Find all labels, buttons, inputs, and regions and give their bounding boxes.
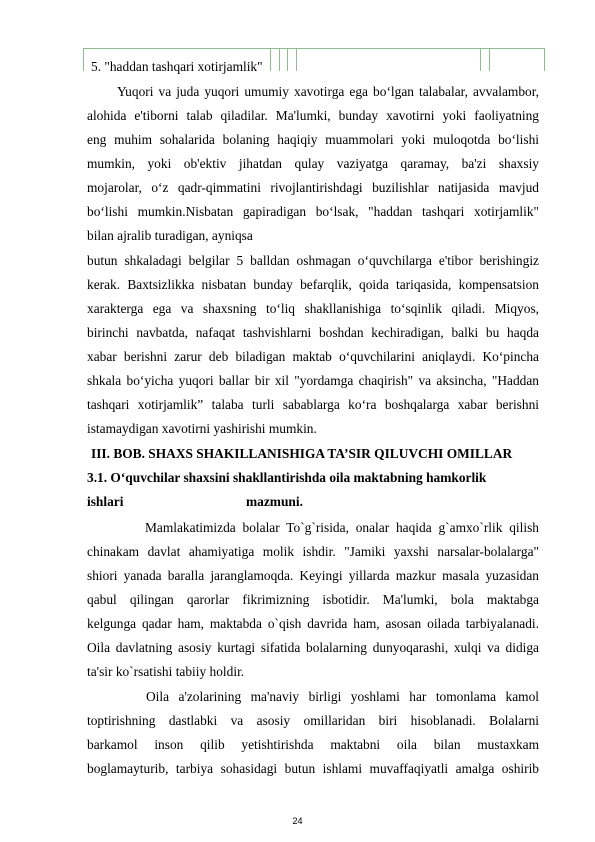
paragraph-line: qabul qilingan qarorlar fikrimizning isbotidir. Ma'lumki, bola maktabga [87, 592, 539, 607]
paragraph-line: istamaydigan xavotirni yashirishi mumkin. [87, 421, 317, 436]
paragraph-line: tashqari xotirjamlik” talaba turli sabablarga ko‘ra boshqalarga xabar berishni [87, 397, 539, 412]
paragraph-line: Mamlakatimizda bolalar To`g`risida, onalar haqida g`amxo`rlik qilish [145, 520, 539, 535]
paragraph-line: birinchi navbatda, nafaqat tashvishlarni boshdan kechiradigan, balki bu haqda [87, 325, 539, 340]
paragraph-line: bilan ajralib turadigan, ayniqsa [87, 228, 253, 243]
paragraph-line: mojarolar, o‘z qadr-qimmatini rivojlantirishdagi buzilishlar natijasida mavjud [87, 180, 539, 195]
paragraph-line: Oila davlatning asosiy kurtagi sifatida bolalarning dunyoqarashi, xulqi va didiga [87, 640, 539, 655]
paragraph-line: mumkin, yoki ob'ektiv jihatdan qulay vaziyatga qaramay, ba'zi shaxsiy [87, 156, 539, 171]
paragraph-line: shkala bo‘yicha yuqori ballar bir xil "yordamga chaqirish" va aksincha, "Haddan [87, 373, 539, 388]
section-heading-continuation: ishlari [87, 494, 124, 509]
section-heading: 3.1. O‘quvchilar shaxsini shakllantirishda oila maktabning hamkorlik [87, 470, 487, 485]
paragraph-line: toptirishning dastlabki va asosiy omillaridan biri hisoblanadi. Bolalarni [87, 713, 539, 728]
paragraph-line: boglamayturib, tarbiya sohasidagi butun ishlami muvaffaqiyatli amalga oshirib [87, 761, 539, 776]
paragraph-line: alohida e'tiborni talab qiladilar. Ma'lumki, bunday xavotirni yoki faoliyatning [87, 108, 539, 123]
paragraph-line: Yuqori va juda yuqori umumiy xavotirga ega bo‘lgan talabalar, avvalambor, [117, 84, 539, 99]
paragraph-line: shiori yanada baralla jaranglamoqda. Keyingi yillarda mazkur masala yuzasidan [87, 568, 539, 583]
paragraph-line: chinakam davlat ahamiyatiga molik ishdir. "Jamiki yaxshi narsalar-bolalarga" [87, 544, 539, 559]
paragraph-line: barkamol inson qilib yetishtirishda maktabni oila bilan mustaxkam [87, 737, 539, 752]
paragraph-line: kerak. Baxtsizlikka nisbatan bunday befarqlik, qoida tariqasida, kompensatsion [87, 277, 539, 292]
paragraph-line: ta'sir ko`rsatishi tabiiy holdir. [87, 664, 245, 679]
paragraph-line: xarakterga ega va shaxsning to‘liq shakllanishiga to‘sqinlik qiladi. Miqyos, [87, 301, 539, 316]
paragraph-line: Oila a'zolarining ma'naviy birligi yoshlami har tomonlama kamol [146, 689, 539, 704]
chapter-heading: III. BOB. SHAXS SHAKILLANISHIGA TA’SIR QILUVCHI OMILLAR [91, 446, 513, 461]
section-heading-continuation: mazmuni. [246, 494, 303, 509]
paragraph-line: butun shkaladagi belgilar 5 balldan oshmagan o‘quvchilarga e'tibor berishingiz [87, 253, 539, 268]
page-number: 24 [292, 816, 303, 826]
list-item: 5. "haddan tashqari xotirjamlik" [91, 59, 263, 74]
paragraph-line: xabar berishni zarur deb biladigan maktab o‘quvchilarini aniqlaydi. Ko‘pincha [87, 349, 539, 364]
paragraph-line: kelgunga qadar ham, maktabda o`qish davrida ham, asosan oilada tarbiyalanadi. [87, 616, 539, 631]
paragraph-line: eng muhim sohalarida bolaning haqiqiy muammolari yoki muloqotda bo‘lishi [87, 132, 539, 147]
paragraph-line: bo‘lishi mumkin.Nisbatan gapiradigan bo‘lsak, "haddan tashqari xotirjamlik" [87, 204, 539, 219]
